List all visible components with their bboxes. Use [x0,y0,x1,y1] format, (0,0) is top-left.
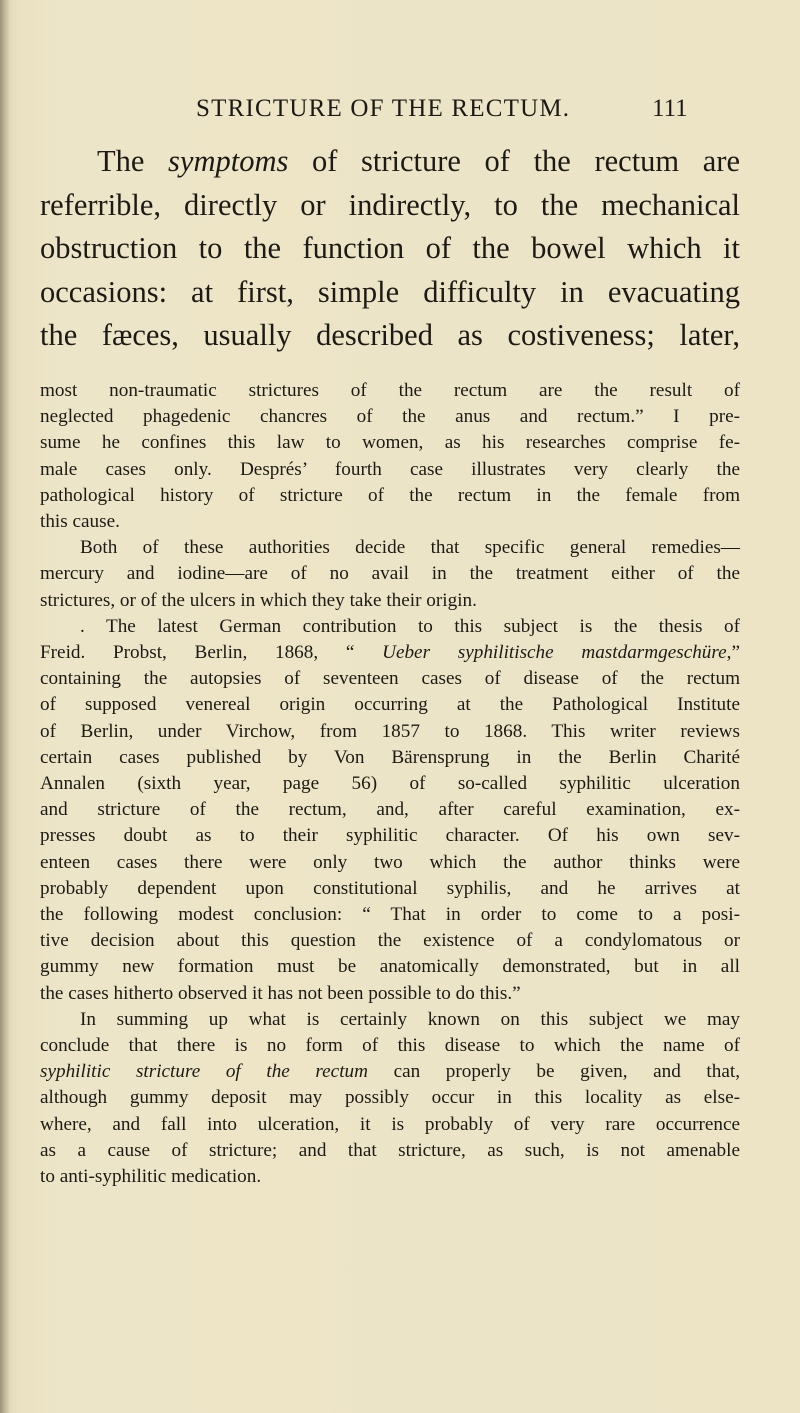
text-line: where, and fall into ulceration, it is probably of very rare occurrence [40,1113,740,1135]
text-line: most non-traumatic strictures of the rectum are the result of [40,380,740,401]
lead-line: occasions: at first, simple difficulty in evacuating [40,274,740,309]
text-line: this cause. [40,511,120,533]
text-line: Annalen (sixth year, page 56) of so-called syphilitic ulceration [40,773,740,795]
text-line: gummy new formation must be anatomically demonstrated, but in all [40,956,740,978]
text-line: probably dependent upon constitutional syphilis, and he arrives at [40,877,740,899]
text-line: the cases hitherto observed it has not been possible to do this.” [40,982,521,1004]
lead-line: the fæces, usually described as costiveness; later, [40,318,740,352]
text-line: sume he confines this law to women, as his researches comprise fe- [40,432,740,454]
text-line: to anti-syphilitic medication. [40,1166,262,1188]
text-line: male cases only. Després’ fourth case illustrates very clearly the [40,458,740,480]
binding-edge [0,0,10,1413]
text-line: Freid. Probst, Berlin, 1868, “ Ueber syphilitische mastdarmgeschüre,” [40,642,740,664]
emphasis-thesis-title: Ueber syphilitische mastdarmgeschüre [382,642,727,664]
text-line: although gummy deposit may possibly occur in this locality as else- [40,1087,740,1109]
text-line: of Berlin, under Virchow, from 1857 to 1868. This writer reviews [40,720,740,742]
text-line: presses doubt as to their syphilitic character. Of his own sev- [40,825,740,847]
text-line: conclude that there is no form of this disease to which the name of [40,1035,740,1057]
page-number: 111 [652,95,688,122]
text-line: Both of these authorities decide that specific general remedies— [80,537,740,559]
text-line: tive decision about this question the existence of a condylomatous or [40,930,740,952]
text-line: the following modest conclusion: “ That in order to come to a posi- [40,904,740,926]
text-line: containing the autopsies of seventeen cases of disease of the rectum [40,668,740,690]
text-line: certain cases published by Von Bärensprung in the Berlin Charité [40,746,740,768]
small-text-block [40,378,740,1190]
text-line: enteen cases there were only two which the author thinks were [40,851,740,873]
text-line: pathological history of stricture of the rectum in the female from [40,484,740,506]
text-line: In summing up what is certainly known on this subject we may [80,1008,740,1030]
text-line: . The latest German contribution to this subject is the thesis of [80,615,740,637]
text-line: syphilitic stricture of the rectum can properly be given, and that, [40,1061,741,1083]
text-line: mercury and iodine—are of no avail in the treatment either of the [40,563,740,585]
text-line: and stricture of the rectum, and, after careful examination, ex- [40,799,740,821]
running-title: STRICTURE OF THE RECTUM. [196,95,571,122]
lead-line: obstruction to the function of the bowel which it [40,231,740,265]
lead-line: referrible, directly or indirectly, to the mechanical [40,187,740,222]
lead-paragraph [40,140,740,358]
emphasis-symptoms: symptoms [168,144,289,178]
running-head [0,92,800,132]
text-line: neglected phagedenic chancres of the anus and rectum.” I pre- [40,406,740,428]
lead-line: The symptoms of stricture of the rectum are [97,144,740,178]
text-line: as a cause of stricture; and that stricture, as such, is not amenable [40,1139,740,1161]
text-line: strictures, or of the ulcers in which they take their origin. [40,589,477,611]
text-line: of supposed venereal origin occurring at the Pathological Institute [40,694,740,716]
emphasis-syphilitic-stricture: syphilitic stricture of the rectum [40,1061,368,1083]
